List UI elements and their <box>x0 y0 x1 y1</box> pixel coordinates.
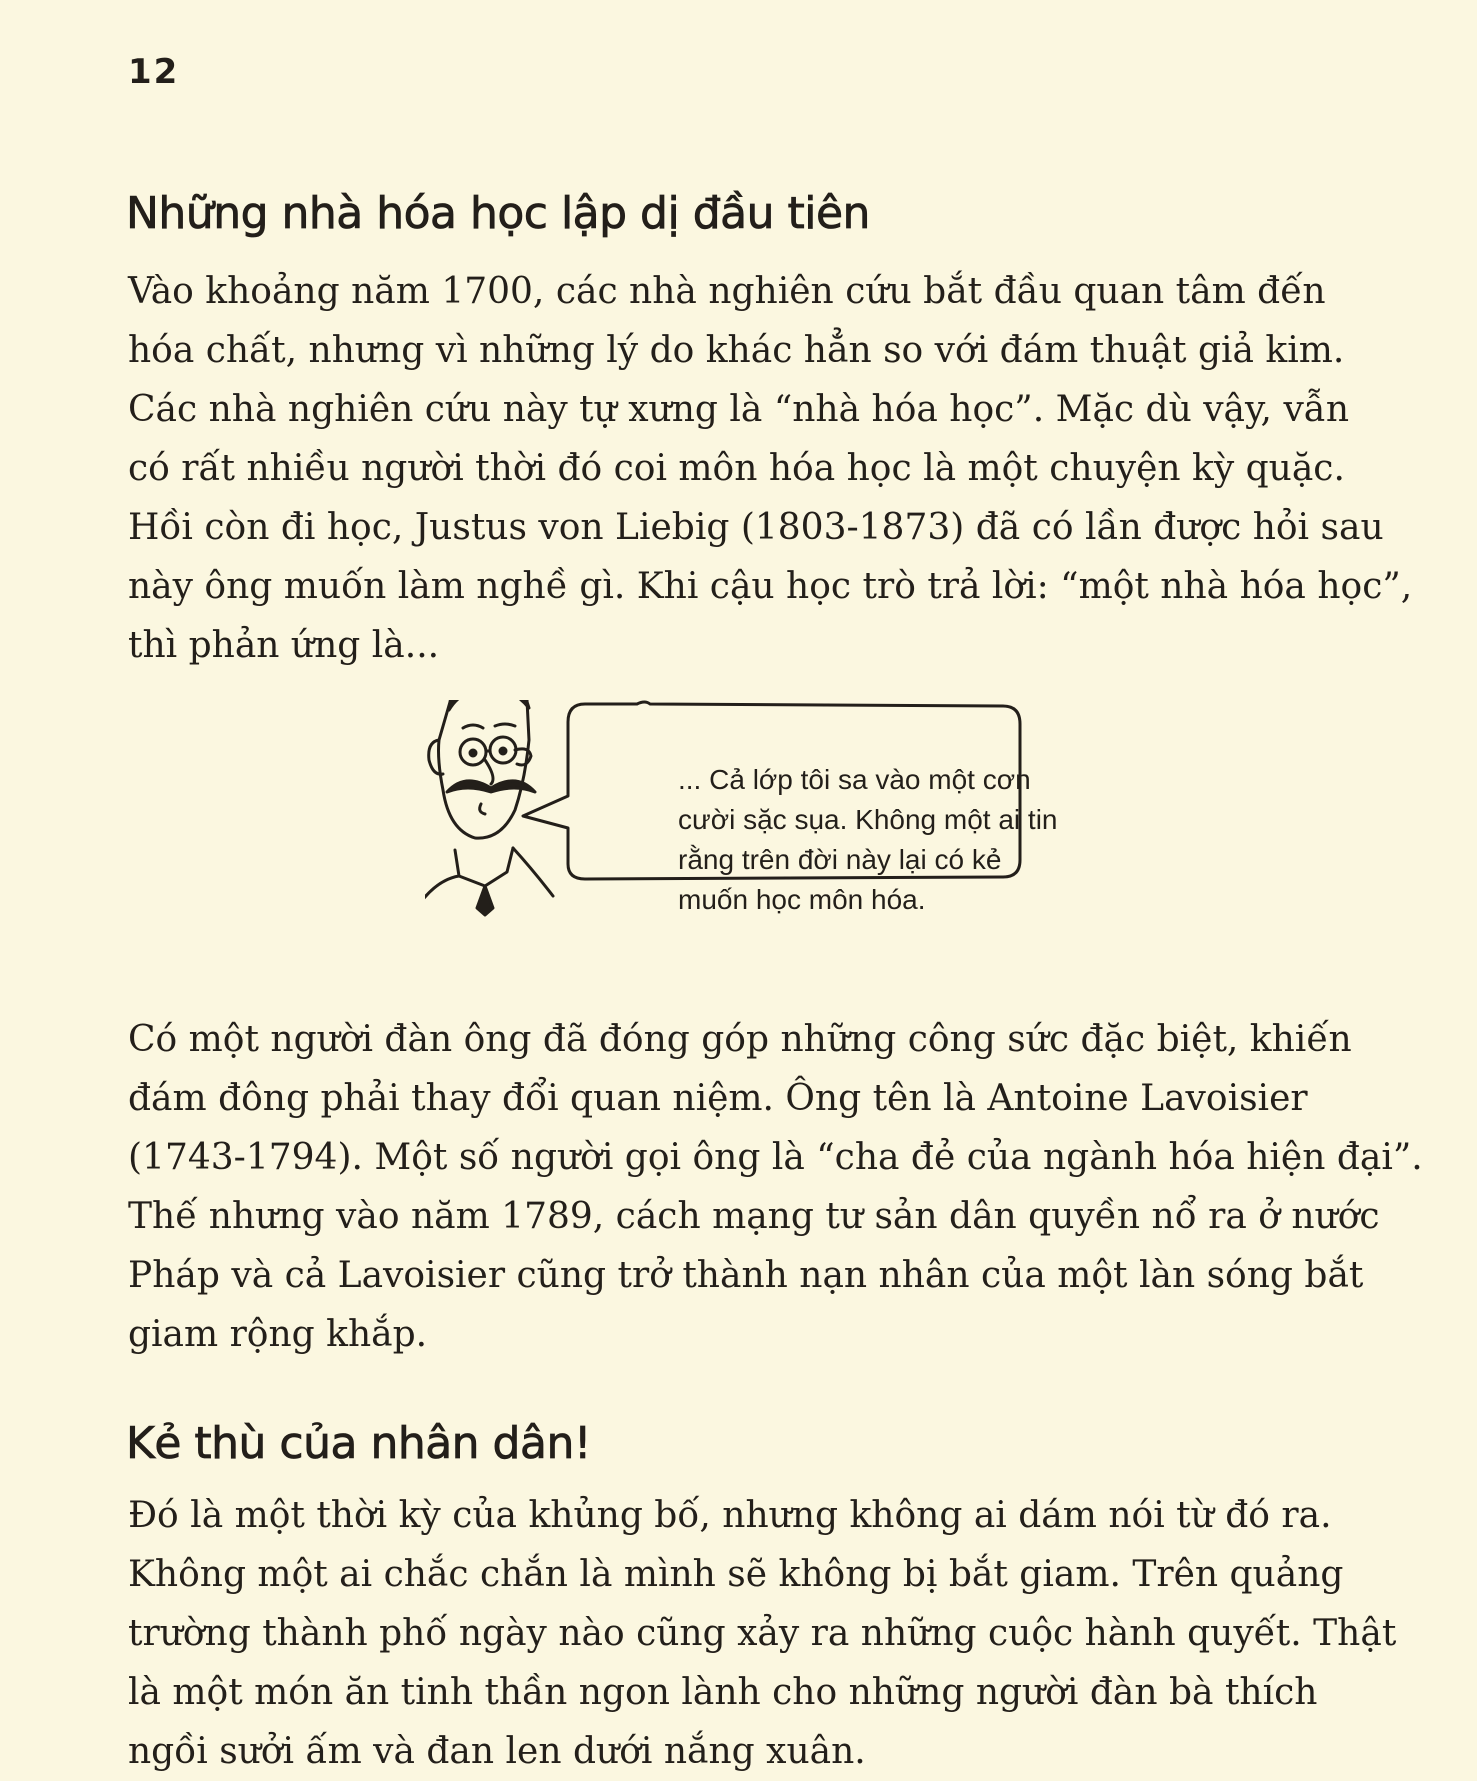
bubble-line: rằng trên đời này lại có kẻ <box>678 844 1002 875</box>
text-line: này ông muốn làm nghề gì. Khi cậu học trò trả lời: “một nhà hóa học”, <box>128 566 1413 607</box>
section-heading-eccentric-chemists: Những nhà hóa học lập dị đầu tiên <box>126 188 870 239</box>
text-line: (1743-1794). Một số người gọi ông là “cha đẻ của ngành hóa hiện đại”. <box>128 1137 1423 1178</box>
bubble-line: cười sặc sụa. Không một ai tin <box>678 804 1058 835</box>
text-line: thì phản ứng là... <box>128 625 440 666</box>
text-line: Có một người đàn ông đã đóng góp những công sức đặc biệt, khiến <box>128 1019 1352 1060</box>
paragraph-lavoisier <box>128 1010 1428 1364</box>
text-line: giam rộng khắp. <box>128 1314 428 1355</box>
text-line: Đó là một thời kỳ của khủng bố, nhưng không ai dám nói từ đó ra. <box>128 1495 1332 1536</box>
bubble-line: muốn học môn hóa. <box>678 884 926 915</box>
text-line: trường thành phố ngày nào cũng xảy ra những cuộc hành quyết. Thật <box>128 1613 1397 1654</box>
text-line: Các nhà nghiên cứu này tự xưng là “nhà hóa học”. Mặc dù vậy, vẫn <box>128 389 1350 430</box>
text-line: Pháp và cả Lavoisier cũng trở thành nạn nhân của một làn sóng bắt <box>128 1255 1364 1296</box>
text-line: đám đông phải thay đổi quan niệm. Ông tên là Antoine Lavoisier <box>128 1078 1308 1119</box>
text-line: ngồi sưởi ấm và đan len dưới nắng xuân. <box>128 1731 866 1772</box>
text-line: có rất nhiều người thời đó coi môn hóa học là một chuyện kỳ quặc. <box>128 448 1345 489</box>
section-heading-enemy-of-people: Kẻ thù của nhân dân! <box>126 1418 591 1469</box>
paragraph-intro <box>128 262 1428 675</box>
page-number: 12 <box>128 52 180 92</box>
text-line: Không một ai chắc chắn là mình sẽ không bị bắt giam. Trên quảng <box>128 1554 1344 1595</box>
text-line: Thế nhưng vào năm 1789, cách mạng tư sản dân quyền nổ ra ở nước <box>128 1196 1380 1237</box>
text-line: Hồi còn đi học, Justus von Liebig (1803-1873) đã có lần được hỏi sau <box>128 507 1384 548</box>
text-line: hóa chất, nhưng vì những lý do khác hẳn so với đám thuật giả kim. <box>128 330 1345 371</box>
bubble-line: ... Cả lớp tôi sa vào một cơn <box>678 764 1031 795</box>
scientist-collar <box>425 848 553 915</box>
speech-bubble-text <box>678 760 1138 920</box>
scientist-head <box>429 700 535 838</box>
paragraph-terror <box>128 1486 1428 1781</box>
text-line: là một món ăn tinh thần ngon lành cho những người đàn bà thích <box>128 1672 1318 1713</box>
text-line: Vào khoảng năm 1700, các nhà nghiên cứu bắt đầu quan tâm đến <box>128 271 1326 312</box>
